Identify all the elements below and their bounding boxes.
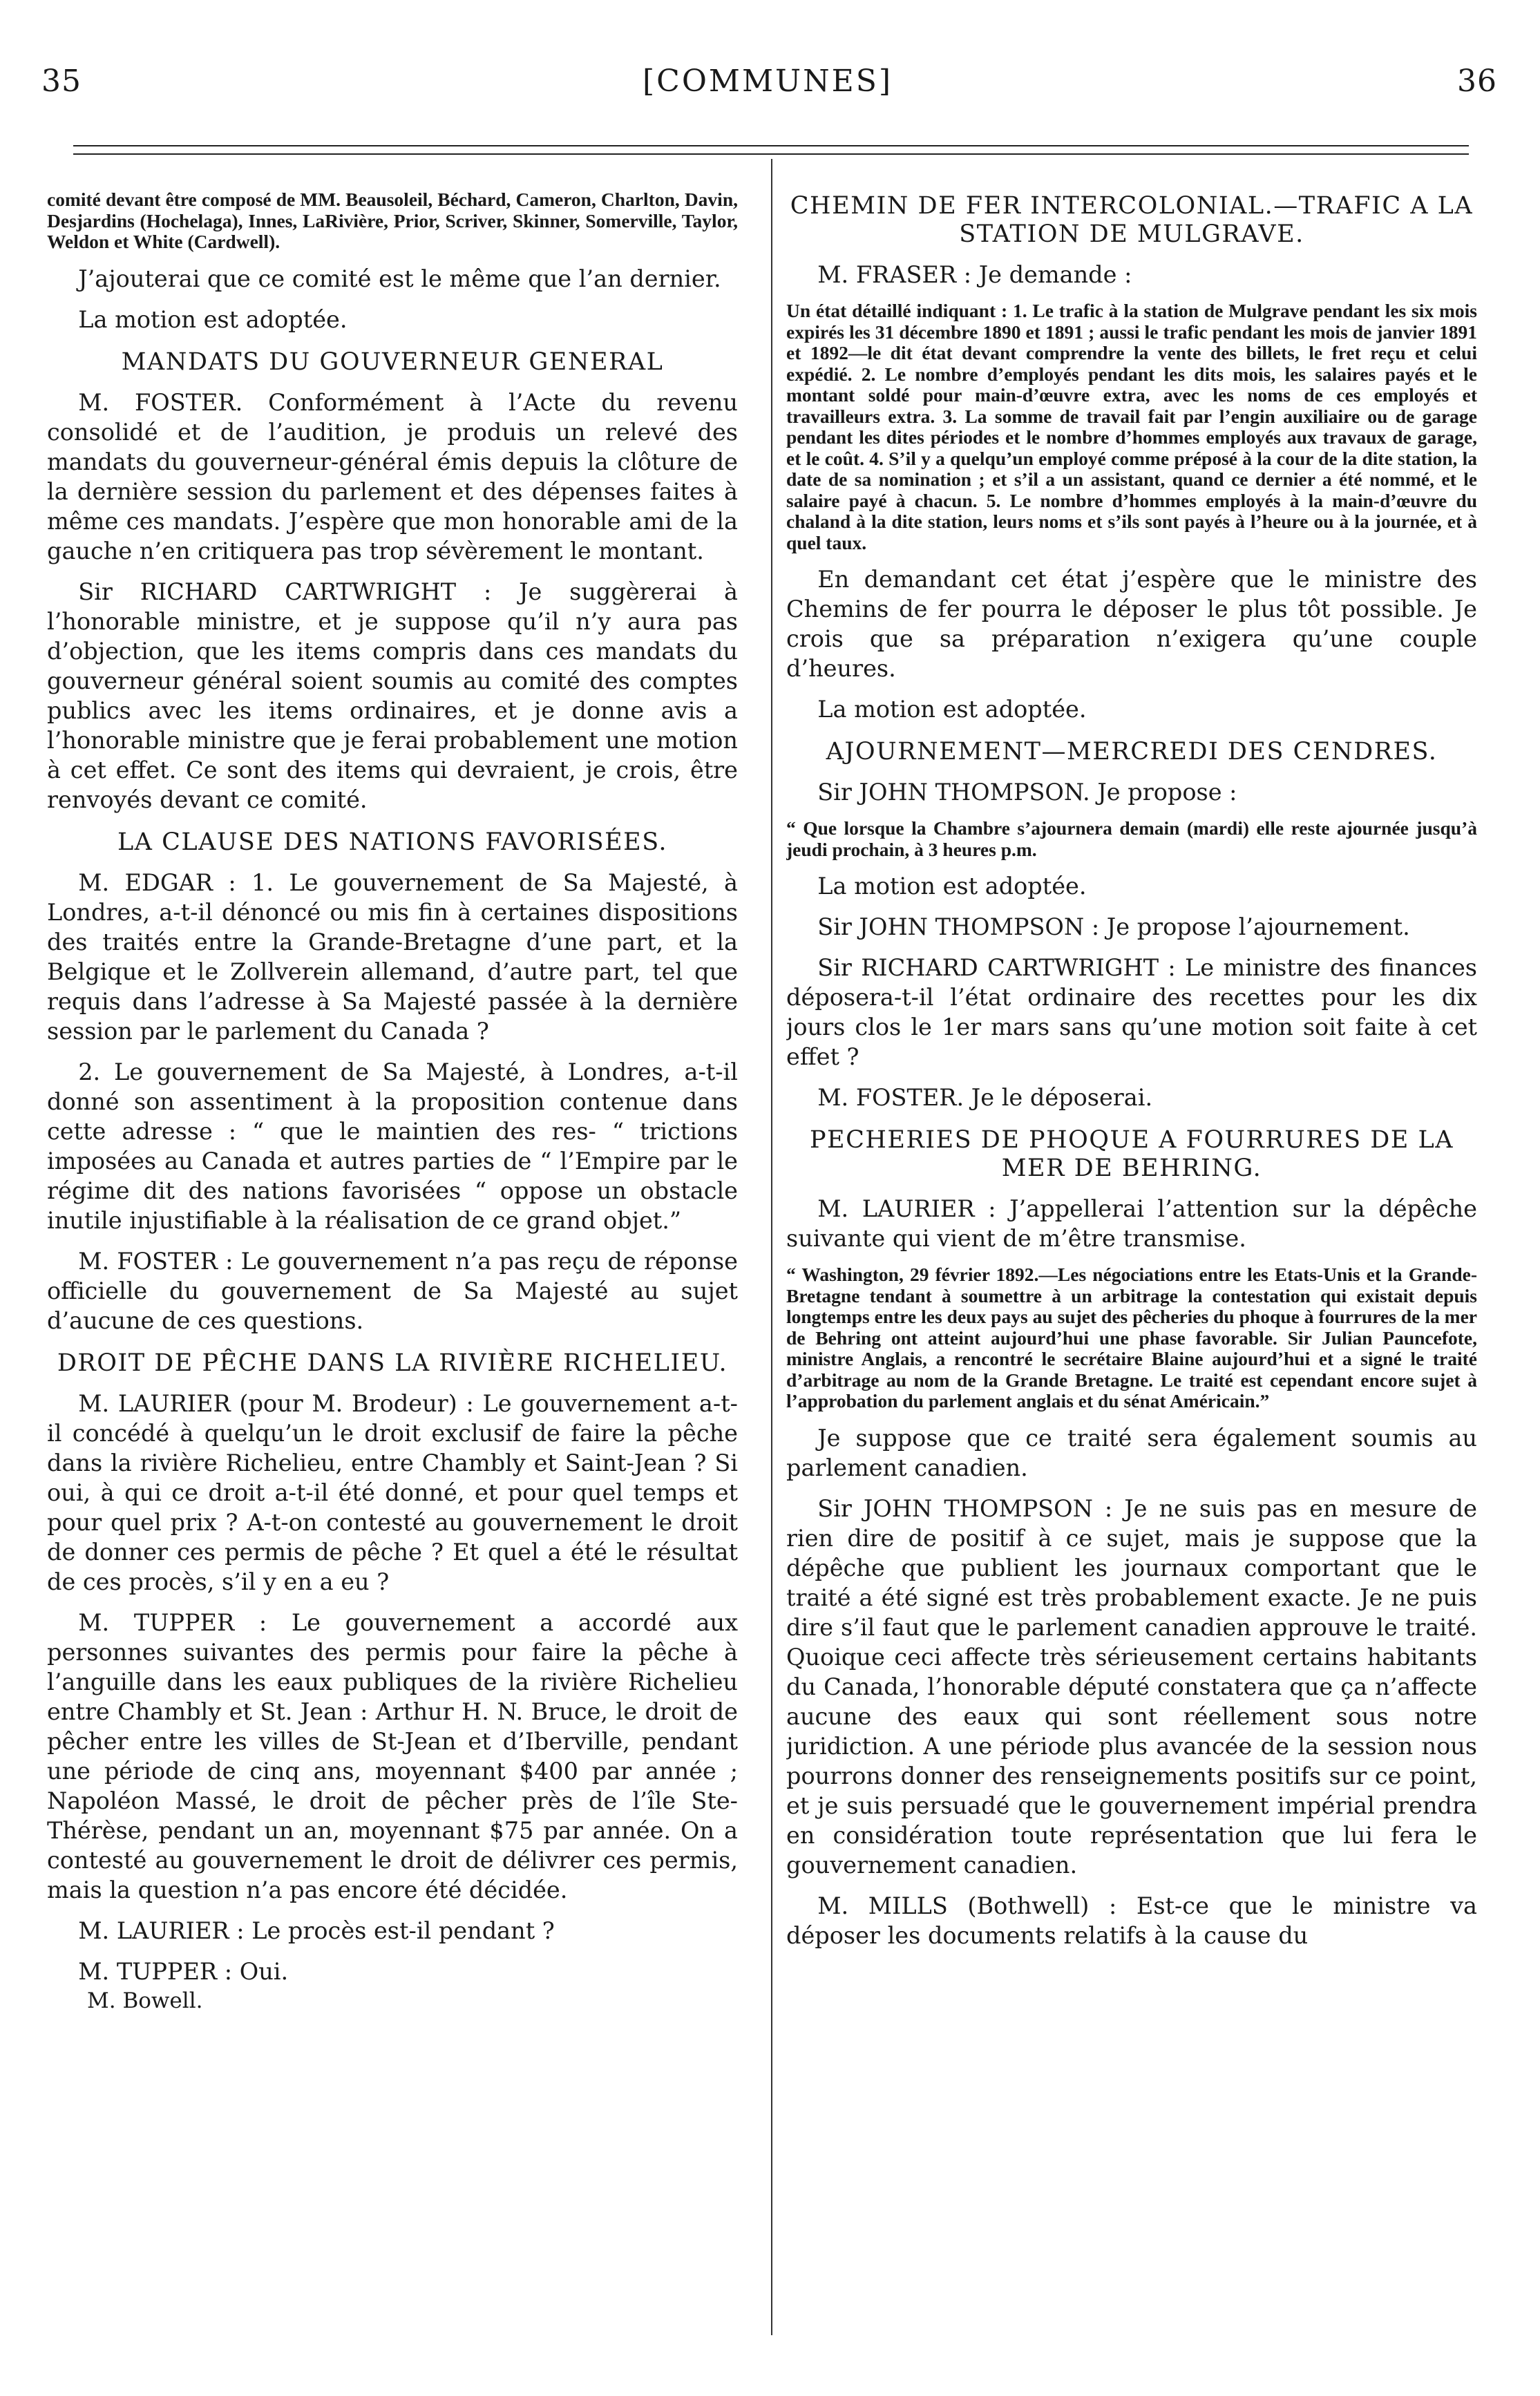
paragraph: M. LAURIER : Le procès est-il pendant ?: [78, 1917, 555, 1944]
paragraph: M. FOSTER. Conformément à l’Acte du revenu consolidé et de l’audition, je produis un relevé des mandats du gouverneur-général émis depuis la clôture de la dernière session du parlement et des dépenses faites à même ces mandats. J’espère que mon honorable ami de la gauche n’en critiquera pas trop sévèrement le montant.: [47, 388, 738, 564]
section-heading: MANDATS DU GOUVERNEUR GENERAL: [121, 348, 664, 376]
paragraph: La motion est adoptée.: [817, 696, 1087, 723]
small-print-block: “ Que lorsque la Chambre s’ajournera demain (mardi) elle reste ajournée jusqu’à jeudi prochain, à 3 heures p.m.: [786, 817, 1477, 860]
left-column: [47, 178, 738, 2375]
paragraph: M. TUPPER : Le gouvernement a accordé aux personnes suivantes des permis pour faire la pêche à l’anguille dans les eaux publiques de la rivière Richelieu entre Chambly et St. Jean : Arthur H. N. Bruce, le droit de pêcher entre les villes de St-Jean et d’Iberville, pendant une période de cinq ans, moyennant $400 par année ; Napoléon Massé, le droit de pêcher près de l’île Ste-Thérèse, pendant un an, moyennant $75 par année. On a contesté au gouvernement le droit de délivrer ces permis, mais la question n’a pas encore été décidée.: [47, 1608, 738, 1903]
paragraph: Sir JOHN THOMPSON : Je ne suis pas en mesure de rien dire de positif à ce sujet, mais je suppose que la dépêche que publient les journaux comportant que le traité a été signé est très probablement exacte. Je ne puis dire s’il faut que le parlement canadien approuve le traité. Quoique ceci affecte très sérieusement certains habitants du Canada, l’honorable député constatera que ça n’affecte aucune des eaux qui sont réellement sous notre juridiction. A une période plus avancée de la session nous pourrons donner des renseignements positifs sur ce point, et je suis persuadé que le gouvernement impérial prendra en considération toute représentation que lui fera le gouvernement canadien.: [786, 1494, 1477, 1879]
paragraph: Sir JOHN THOMPSON : Je propose l’ajournement.: [817, 913, 1410, 940]
paragraph: En demandant cet état j’espère que le ministre des Chemins de fer pourra le déposer le plus tôt possible. Je crois que sa préparation n’exigera qu’une couple d’heures.: [786, 566, 1477, 682]
signature-line: M. Bowell.: [87, 1988, 203, 2013]
paragraph: Je suppose que ce traité sera également soumis au parlement canadien.: [786, 1424, 1477, 1481]
running-title: [COMMUNES]: [643, 64, 893, 99]
right-column: [786, 178, 1477, 2375]
section-heading: PECHERIES DE PHOQUE A FOURRURES DE LA MER DE BEHRING.: [810, 1126, 1454, 1182]
section-heading: CHEMIN DE FER INTERCOLONIAL.—TRAFIC A LA STATION DE MULGRAVE.: [790, 192, 1474, 248]
paragraph: Sir RICHARD CARTWRIGHT : Le ministre des finances déposera-t-il l’état ordinaire des recettes pour les dix jours clos le 1er mars sans qu’une motion soit faite à cet effet ?: [786, 954, 1477, 1070]
paragraph: M. FOSTER : Le gouvernement n’a pas reçu de réponse officielle du gouvernement de Sa Majesté au sujet d’aucune de ces questions.: [47, 1247, 738, 1334]
paragraph: Sir RICHARD CARTWRIGHT : Je suggèrerai à l’honorable ministre, et je suppose qu’il n’y aura pas d’objection, que les items compris dans ces mandats du gouverneur général soient soumis au comité des comptes publics avec les items ordinaires, et je donne avis a l’honorable ministre que je ferai probablement une motion à cet effet. Ce sont des items qui devraient, je crois, être renvoyés devant ce comité.: [47, 578, 738, 813]
header-rule-top: [73, 145, 1469, 146]
small-print-block: Un état détaillé indiquant : 1. Le trafic à la station de Mulgrave pendant les six mois expirés les 31 décembre 1890 et 1891 ; aussi le trafic pendant les mois de janvier 1891 et 1892—le dit état devant comprendre la vente des billets, le fret reçu et celui expédié. 2. Le nombre d’employés pendant les dits mois, les salaires payés et le montant soldé pour main-d’œuvre extra, avec les noms de ces employés et travailleurs extra. 3. La somme de travail fait par l’engin auxiliaire ou de garage pendant les dites périodes et le nombre d’hommes employés aux travaux de garage, et le coût. 4. S’il y a quelqu’un employé comme préposé à la cour de la dite station, la date de sa nomination ; et s’il a un assistant, quand ce dernier a été nommé, et le salaire payé à chacun. 5. Le nombre d’hommes employés à la main-d’œuvre du chaland à la dite station, leurs noms et s’ils sont payés à l’heure ou à la journée, et à quel taux.: [786, 300, 1477, 553]
column-divider: [771, 159, 772, 2335]
small-print-block: “ Washington, 29 février 1892.—Les négociations entre les Etats-Unis et la Grande-Bretagne tendant à soumettre à un arbitrage la contestation qui existait depuis longtemps entre les deux pays au sujet des pêcheries du phoque à fourrures de la mer de Behring ont atteint aujourd’hui une phase favorable. Sir Julian Pauncefote, ministre Anglais, a rencontré le secrétaire Blaine aujourd’hui et a signé le traité d’arbitrage au nom de la Grande Bretagne. Le traité est cependant encore sujet à l’approbation du parlement anglais et du sénat Américain.”: [786, 1264, 1477, 1411]
page-number-right: 36: [1457, 64, 1497, 99]
paragraph: M. FRASER : Je demande :: [817, 261, 1132, 288]
header-rule-bottom: [73, 153, 1469, 155]
section-heading: DROIT DE PÊCHE DANS LA RIVIÈRE RICHELIEU.: [57, 1349, 728, 1377]
paragraph: M. EDGAR : 1. Le gouvernement de Sa Majesté, à Londres, a-t-il dénoncé ou mis fin à certaines dispositions des traités entre la Grande-Bretagne d’une part, et la Belgique et le Zollverein allemand, d’autre part, tel que requis dans l’adresse à Sa Majesté passée à la dernière session par le parlement du Canada ?: [47, 868, 738, 1045]
paragraph: Sir JOHN THOMPSON. Je propose :: [817, 779, 1237, 806]
page-number-left: 35: [41, 64, 82, 99]
small-print-block: comité devant être composé de MM. Beausoleil, Béchard, Cameron, Charlton, Davin, Desjardins (Hochelaga), Innes, LaRivière, Prior, Scriver, Skinner, Somerville, Taylor, Weldon et White (Cardwell).: [47, 189, 738, 252]
paragraph: M. FOSTER. Je le déposerai.: [817, 1084, 1153, 1111]
paragraph: La motion est adoptée.: [817, 873, 1087, 900]
paragraph: La motion est adoptée.: [78, 305, 348, 333]
paragraph: J’ajouterai que ce comité est le même que l’an dernier.: [78, 265, 721, 292]
paragraph: 2. Le gouvernement de Sa Majesté, à Londres, a-t-il donné son assentiment à la proposition contenue dans cette adresse : “ que le maintien des res- “ trictions imposées au Canada et autres parties de “ l’Empire par le régime dit des nations favorisées “ oppose un obstacle inutile injustifiable à la réalisation de ce grand objet.”: [47, 1058, 738, 1234]
section-heading: LA CLAUSE DES NATIONS FAVORISÉES.: [117, 828, 668, 856]
paragraph: M. LAURIER (pour M. Brodeur) : Le gouvernement a-t-il concédé à quelqu’un le droit exclusif de faire la pêche dans la rivière Richelieu, entre Chambly et Saint-Jean ? Si oui, à qui ce droit a-t-il été donné, et pour quel temps et pour quel prix ? A-t-on contesté au gouvernement le droit de donner ces permis de pêche ? Et quel a été le résultat de ces procès, s’il y en a eu ?: [47, 1389, 738, 1595]
paragraph: M. LAURIER : J’appellerai l’attention sur la dépêche suivante qui vient de m’être transmise.: [786, 1195, 1477, 1252]
paragraph: M. MILLS (Bothwell) : Est-ce que le ministre va déposer les documents relatifs à la cause du: [786, 1892, 1477, 1949]
paragraph: M. TUPPER : Oui.: [78, 1957, 289, 1985]
section-heading: AJOURNEMENT—MERCREDI DES CENDRES.: [826, 738, 1438, 766]
